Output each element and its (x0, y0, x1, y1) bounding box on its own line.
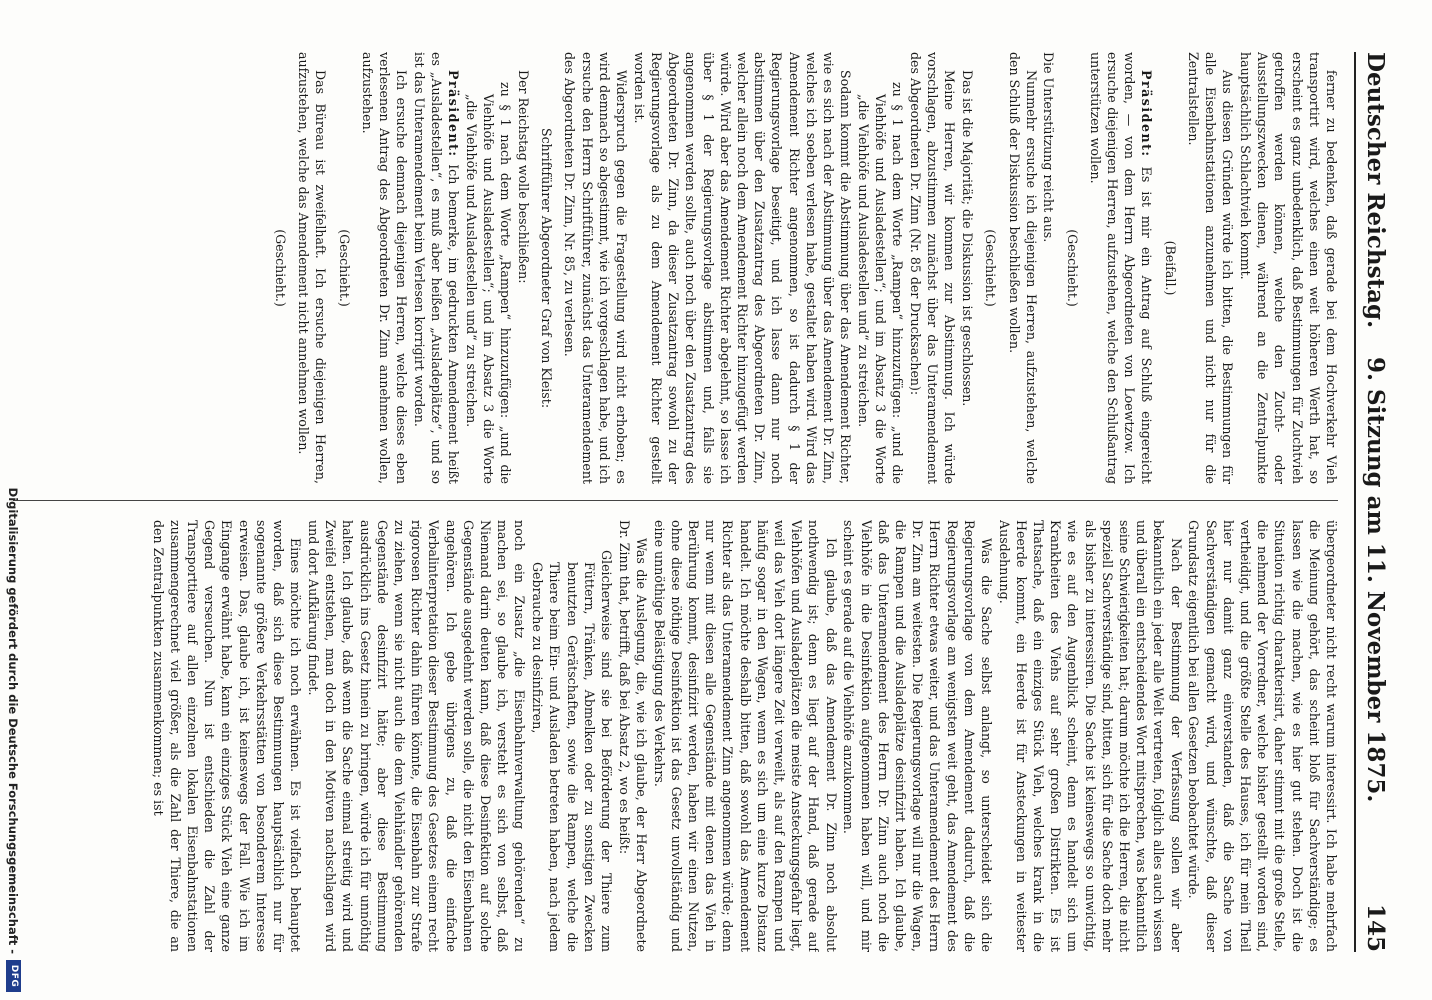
page-number: 145 (1362, 903, 1389, 952)
motion-text: zu § 1 nach dem Worte „Rampen“ hinzuzufügen: „und die Viehhöfe und Ausladestellen“; und im Absatz 3 die Worte „die Viehhöfe und Ausladestellen und“ zu streichen. (463, 82, 514, 484)
left-column (10, 52, 1340, 484)
header-session: 9. Sitzung am 11. November 1875. (1362, 357, 1389, 803)
secretary-label: Schriftführer Abgeordneter Graf von Kleist: (539, 127, 555, 409)
header-title: Deutscher Reichstag. (1362, 52, 1389, 329)
dfg-logo: DFG (6, 960, 21, 992)
paragraph: übergeordneter nicht recht warum interessirt. Ich habe mehrfach die Meinung gehört, das scheint bloß für Sachverständige; es lassen wie die machen, wie es hier gut stehen. Doch ist die Situation richtig charakterisirt, daher stimmt mit die große Stelle, die nehmend der Vorredner, welche bisher gestellt worden sind, vertheidigt, und die größte Stelle des Hauses, ich für mein Theil hier nur damit ganz einverstanden, daß die Sache von Sachverständigen gemacht wird, und wünschte, daß dieser Grundsatz eigentlich bei allen Gesetzen beobachtet würde. (1186, 520, 1339, 952)
speaker-label: Präsident: (446, 70, 462, 158)
quoted-text: Gleicherweise sind sie bei Beförderung der Thiere zum Füttern, Tränken, Abmelken oder zu sonstigen Zwecken benutzten Gerätschaften, sowie die Rampen, welche die Thiere beim Ein- und Ausladen betreten haben, nach jedem Gebrauche zu desinfiziren, (530, 550, 614, 952)
paragraph: Aus diesen Gründen würde ich bitten, die Bestimmungen für alle Eisenbahnstationen anzunehmen und nicht nur für die Zentralstellen. (1185, 52, 1236, 484)
paragraph: Was die Sache selbst anlangt, so unterscheidet sich die Regierungsvorlage von dem Amendement dadurch, daß die Regierungsvorlage am wenigsten weit geht, das Amendement des Herrn Richter etwas weiter, und das Unteramendement des Herrn Dr. Zinn am weitesten. Die Regierungsvorlage will nur die Wagen, die Rampen und die Ausladeplätze desinfizirt haben. Ich glaube, daß das Unteramendement des Herrn Dr. Zinn auch noch die Viehhöfe in die Desinfektion aufgenommen haben will, und mir scheint es gerade auf die Viehhöfe anzukommen. (841, 520, 994, 952)
paragraph: ferner zu bedenken, daß gerade bei dem Hochverkehr Vieh transportirt wird, welches einen weit höheren Werth hat, so erscheint es ganz unbedenklich, daß Bestimmungen für Zuchtvieh getroffen werden können, welche den Zucht- oder Ausstellungszwecken dienen, während an die Zentralpunkte hauptsächlich Schlachtvieh kommt. (1237, 52, 1339, 484)
page-footer (4, 0, 22, 1000)
paragraph: Die Unterstützung reicht aus. (1041, 52, 1057, 243)
amendment-text: zu § 1 nach dem Worte „Rampen“ hinzuzufügen: „und die Viehhöfe und Ausladestellen“; und im Absatz 3 die Worte „die Viehhöfe und Ausladestellen und“ zu streichen. (855, 82, 906, 484)
motion-intro: Der Reichstag wolle beschließen: (516, 70, 532, 284)
president-remark (411, 52, 463, 484)
paragraph: Das Büreau ist zweifelhaft. Ich ersuche diejenigen Herren, aufzustehen, welche das Amendement nicht annehmen wollen. (296, 52, 329, 484)
stage-direction: (Beifall.) (1162, 240, 1178, 296)
paragraph: noch ein Zusatz „die Eisenbahnverwaltung gehörenden“ zu machen sei, so glaube ich, versteht es sich von selbst, daß Niemand darin deuten kann, daß diese Desinfektion auf solche Gegenstände ausgedehnt werden solle, die nicht den Eisenbahnen angehören. Ich gebe übrigens zu, daß die einfache Verbalinterpretation dieser Bestimmung des Gesetzes einem recht rigorosen Richter dahin führen könnte, die Eisenbahn zur Strafe zu ziehen, wenn sie nicht auch die dem Viehhändler gehörenden Gegenstände desinfizirt hätte; aber diese Bestimmung ausdrücklich ins Gesetz hinein zu bringen, würde ich für unnöthig halten. Ich glaube, daß wenn die Sache einmal streitig wird und Zweifel entstehen, man doch in den Motiven nachschlagen wird und dort Aufklärung findet. (306, 520, 528, 952)
speaker-label: Präsident: (1139, 70, 1155, 158)
paragraph: Nach der Bestimmung der Verfassung sollen wir aber bekanntlich ein jeder alle Welt vertreten, folglich alles auch wissen und überall ein entscheidendes Wort mitsprechen, was bekanntlich seine Schwierigkeiten hat; darum möchte ich die Herren, die nicht speziell Sachverständige sind, bitten, sich für die Sache doch mehr als bisher zu interessiren. Die Sache ist keineswegs so unwichtig, wie es auf den Augenblick scheint, denn es handelt sich um Krankheiten des Viehs auf sehr großen Distrikten. Es ist Thatsache, daß ein einziges Stück Vieh, welches krank in die Heerde kommt, ein Heerde ist für Ansteckungen in weitester Ausdehnung. (996, 520, 1184, 952)
speech-text: Es ist mir ein Antrag auf Schluß eingereicht worden, — von dem Herrn Abgeordneten von Loewtzow. Ich ersuche diejenigen Herren, aufzustehen, welche den Schlußantrag unterstützen wollen. (1087, 52, 1155, 484)
paragraph: Nunmehr ersuche ich diejenigen Herren, aufzustehen, welche den Schluß der Diskussion beschließen wollen. (1006, 52, 1039, 484)
right-column (10, 520, 1340, 952)
paragraph: Widerspruch gegen die Fragestellung wird nicht erhoben; es wird demnach so abgestimmt, wie ich vorgeschlagen habe, und ich ersuche den Herrn Schriftführer, zunächst das Unteramendement des Abgeordneten Dr. Zinn, Nr. 85, zu verlesen. (562, 52, 630, 484)
paragraph: Eines möchte ich noch erwähnen. Es ist vielfach behauptet worden, daß sich diese Bestimmungen hauptsächlich nur für sogenannte größere Verkehrsstätten von besonderem Interesse erweisen. Das, glaube ich, ist keineswegs der Fall. Wie ich im Eingange erwähnt habe, kann ein einziges Stück Vieh eine ganze Gegend verseuchen. Nun ist entschieden die Zahl der Transporttiere auf allen einzelnen lokalen Eisenbahnstationen zusammengerechnet viel größer, als die Zahl der Thiere, die an den Zentralpunkten zusammenkommen; es ist (150, 520, 304, 952)
page-header (1354, 52, 1392, 952)
president-remark (1087, 52, 1156, 484)
paragraph: Ich glaube, daß das Amendement Dr. Zinn noch absolut nothwendig ist; denn es liegt auf der Hand, daß gerade auf Viehhöfen und Ausladeplätzen die meiste Ansteckungsgefahr liegt, weil das Vieh dort längere Zeit verweilt, als auf den Rampen und häufig sogar in den Wagen, wenn es sich um eine kurze Distanz handelt. Ich möchte deshalb bitten, daß sowohl das Amendement Richter als das Unteramendement Zinn angenommen würde; denn nur wenn mit diesen alle Gegenstände mit denen das Vieh in Berührung kommt, desinfizirt werden, haben wir einen Nutzen, ohne diese nöthige Desinfektion ist das Gesetz unvollständig und eine unnöthige Belästigung des Verkehrs. (651, 520, 839, 952)
paragraph: Sodann kommt die Abstimmung über das Amendement Richter, wie es sich nach der Abstimmung über das Amendement Dr. Zinn, welches ich soeben verlesen habe, gestaltet haben wird. Wird das Amendement Richter angenommen, so ist dadurch § 1 der Regierungsvorlage beseitigt, und ich lasse dann nur noch abstimmen über den Zusatzantrag des Abgeordneten Dr. Zinn, welcher allein noch dem Amendement Richter hinzugefügt werden würde. Wird aber das Amendement Richter abgelehnt, so lasse ich über § 1 der Regierungsvorlage abstimmen und, falls sie angenommen werden sollte, auch noch über den Zusatzantrag des Abgeordneten Dr. Zinn, da dieser Zusatzantrag sowohl zu der Regierungsvorlage als zu dem Amendement Richter gestellt worden ist. (631, 52, 854, 484)
paragraph: Ich ersuche demnach diejenigen Herren, welche dieses eben verlesenen Antrag des Abgeordneten Dr. Zinn annehmen wollen, aufzustehen. (359, 52, 410, 484)
stage-direction: (Geschieht.) (983, 229, 999, 307)
stage-direction: (Geschieht.) (272, 229, 288, 307)
digitization-credit: Digitalisierung gefördert durch die Deutsche Forschungsgemeinschaft - (6, 487, 20, 954)
paragraph: Was die Auslegung, die, wie ich glaube, der Herr Abgeordnete Dr. Zinn that, betrifft, daß bei Absatz 2, wo es heißt: (616, 520, 649, 952)
stage-direction: (Geschieht.) (1064, 229, 1080, 307)
column-divider (13, 500, 1338, 501)
paragraph: Meine Herren, wir kommen zur Abstimmung. Ich würde vorschlagen, abzustimmen zunächst über das Unteramendement des Abgeordneten Dr. Zinn (Nr. 85 der Drucksachen): (908, 52, 958, 484)
paragraph: Das ist die Majorität; die Diskussion ist geschlossen. (960, 70, 976, 407)
stage-direction: (Geschieht.) (336, 229, 352, 307)
speech-text: Ich bemerke, im gedruckten Amendement heißt es „Ausladestellen“, es muß aber heißen „Ausladeplätze“, und so ist das Unteramendement beim Verlesen korrigirt worden. (411, 52, 462, 484)
